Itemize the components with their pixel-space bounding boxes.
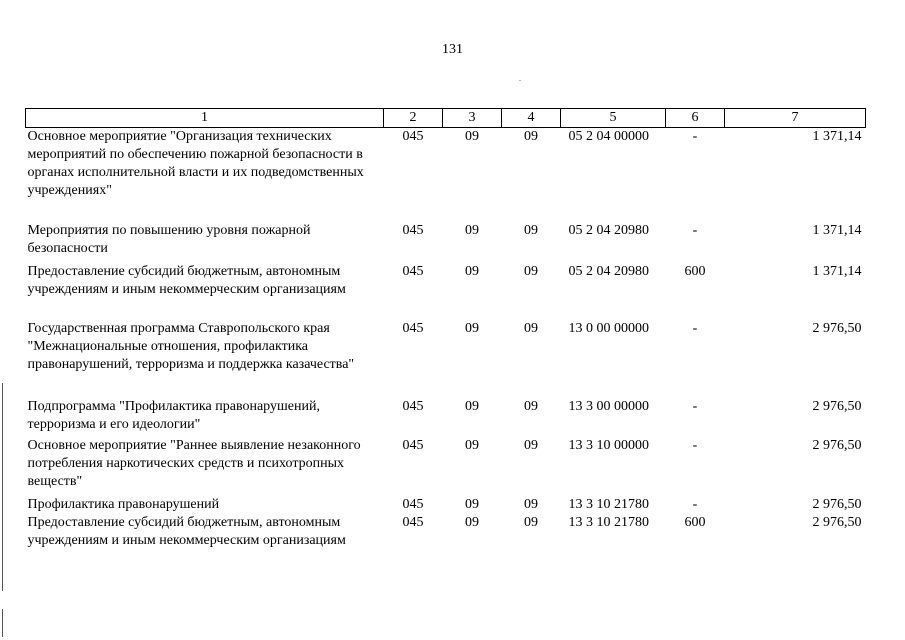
row-col6: - xyxy=(692,320,698,336)
row-col2: 045 xyxy=(402,496,424,512)
row-col5: 13 3 10 21780 xyxy=(568,496,649,512)
scan-edge-line xyxy=(2,383,3,591)
table-header-row xyxy=(26,109,866,128)
row-col7: 1 371,14 xyxy=(812,222,862,238)
table-row xyxy=(26,128,866,222)
column-header-1: 1 xyxy=(26,109,384,128)
row-col2: 045 xyxy=(402,263,424,279)
row-col4: 09 xyxy=(524,320,538,336)
row-name: Мероприятия по повышению уровня пожарной безопасности xyxy=(27,222,311,256)
row-col6: - xyxy=(692,222,698,238)
column-header-7: 7 xyxy=(725,109,866,128)
row-col4: 09 xyxy=(524,496,538,512)
row-col7: 2 976,50 xyxy=(812,496,862,512)
row-col7: 2 976,50 xyxy=(812,437,862,453)
row-col4: 09 xyxy=(524,437,538,453)
table-row xyxy=(26,437,866,496)
row-col5: 13 0 00 00000 xyxy=(568,320,649,336)
row-name: Профилактика правонарушений xyxy=(27,496,220,512)
row-col5: 05 2 04 20980 xyxy=(568,222,649,238)
row-col7: 1 371,14 xyxy=(812,263,862,279)
row-col4: 09 xyxy=(524,222,538,238)
table-row xyxy=(26,263,866,320)
table-row xyxy=(26,514,866,550)
row-col5: 13 3 00 00000 xyxy=(568,398,649,414)
row-col3: 09 xyxy=(465,129,479,144)
page-number: 131 xyxy=(442,42,463,57)
row-col4: 09 xyxy=(524,129,538,144)
row-col6: - xyxy=(692,398,698,414)
row-col2: 045 xyxy=(402,129,424,144)
table-row xyxy=(26,222,866,263)
row-col4: 09 xyxy=(524,263,538,279)
row-col7: 2 976,50 xyxy=(812,514,862,530)
scan-speck xyxy=(519,80,521,81)
row-name: Подпрограмма "Профилактика правонарушений, терроризма и его идеологии" xyxy=(27,398,320,432)
row-col2: 045 xyxy=(402,437,424,453)
row-col4: 09 xyxy=(524,398,538,414)
row-col2: 045 xyxy=(402,222,424,238)
row-name: Предоставление субсидий бюджетным, автономным учреждениям и иным некоммерческим организациям xyxy=(27,263,346,297)
row-col5: 13 3 10 21780 xyxy=(568,514,649,530)
column-header-4: 4 xyxy=(502,109,561,128)
row-col2: 045 xyxy=(402,320,424,336)
row-col7: 2 976,50 xyxy=(812,398,862,414)
row-col2: 045 xyxy=(402,398,424,414)
column-header-3: 3 xyxy=(443,109,502,128)
row-col3: 09 xyxy=(465,222,479,238)
budget-table xyxy=(25,108,866,550)
column-header-2: 2 xyxy=(384,109,443,128)
row-col3: 09 xyxy=(465,514,479,530)
table-row xyxy=(26,496,866,514)
row-col2: 045 xyxy=(402,514,424,530)
row-col3: 09 xyxy=(465,437,479,453)
row-col5: 05 2 04 00000 xyxy=(568,129,649,144)
row-name: Основное мероприятие "Раннее выявление незаконного потребления наркотических средств и психотропных веществ" xyxy=(27,437,361,489)
row-name: Предоставление субсидий бюджетным, автономным учреждениям и иным некоммерческим организациям xyxy=(27,514,346,548)
column-header-6: 6 xyxy=(666,109,725,128)
row-col6: - xyxy=(692,129,698,144)
row-col6: 600 xyxy=(684,263,706,279)
row-col7: 1 371,14 xyxy=(812,129,862,144)
row-col6: 600 xyxy=(684,514,706,530)
column-header-5: 5 xyxy=(561,109,666,128)
row-col7: 2 976,50 xyxy=(812,320,862,336)
row-col3: 09 xyxy=(465,398,479,414)
row-name: Государственная программа Ставропольского края "Межнациональные отношения, профилактика правонарушений, терроризма и поддержка казачества" xyxy=(27,320,355,372)
row-col3: 09 xyxy=(465,263,479,279)
scan-edge-line xyxy=(2,609,3,637)
row-col5: 05 2 04 20980 xyxy=(568,263,649,279)
table-row xyxy=(26,398,866,437)
row-col4: 09 xyxy=(524,514,538,530)
row-col3: 09 xyxy=(465,320,479,336)
row-col5: 13 3 10 00000 xyxy=(568,437,649,453)
table-row xyxy=(26,320,866,398)
row-col3: 09 xyxy=(465,496,479,512)
row-col6: - xyxy=(692,496,698,512)
row-name: Основное мероприятие "Организация технических мероприятий по обеспечению пожарной безопасности в органах исполнительной власти и их подведомственных учреждениях" xyxy=(27,129,364,198)
row-col6: - xyxy=(692,437,698,453)
